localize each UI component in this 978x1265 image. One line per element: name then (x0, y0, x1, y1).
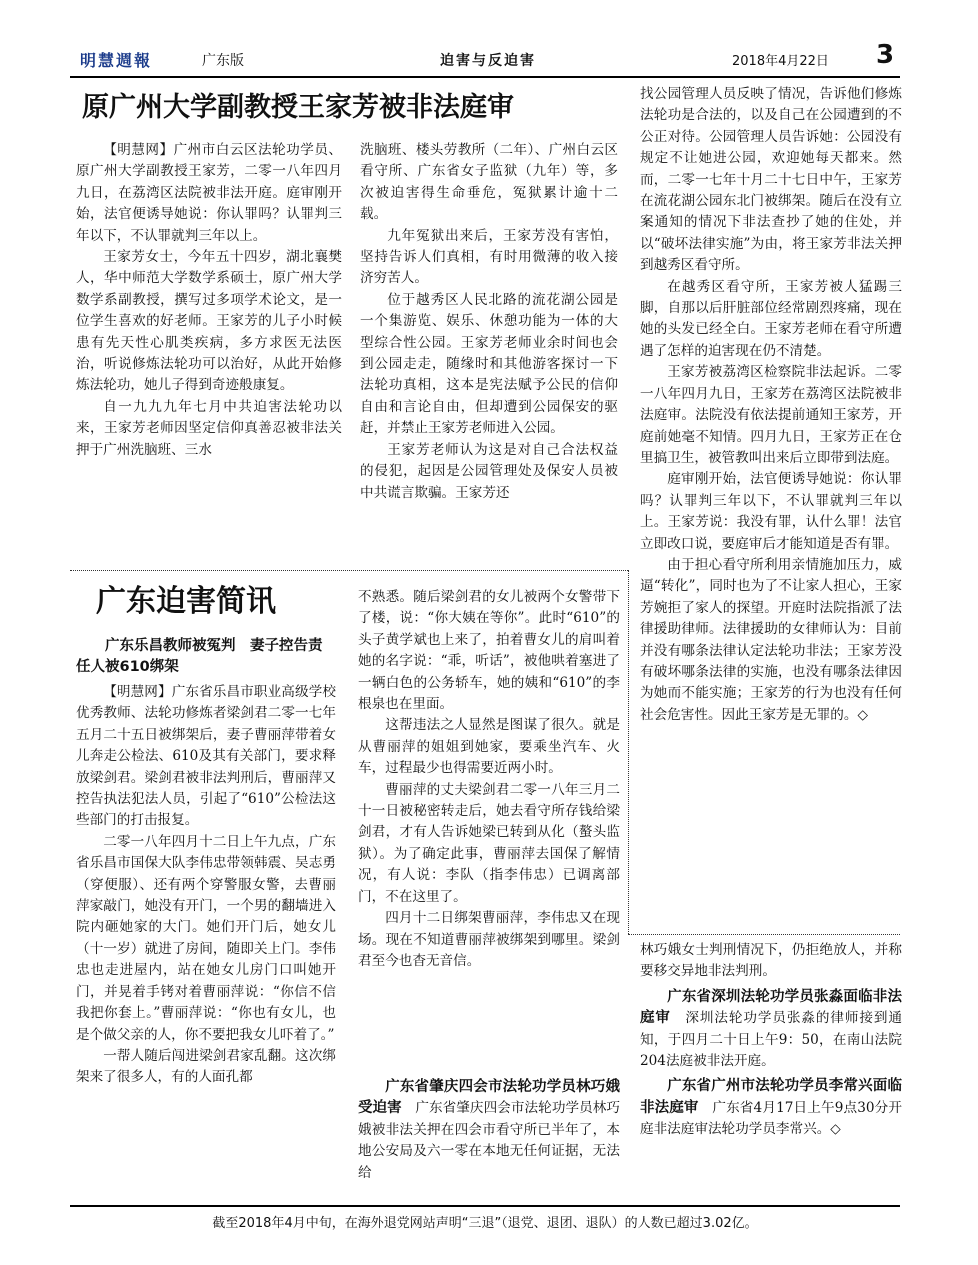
brief-text: 林巧娥女士判刑情况下，仍拒绝放人，并称要移交异地非法判刑。 (640, 942, 902, 980)
paragraph: 曹丽萍的丈夫梁剑君二零一八年三月二十一日被秘密转走后，她去看守所存钱给梁剑君，才有人告诉她梁已转到从化（螯头监狱）。为了确定此事，曹丽萍去国保了解情况，有人说：李队（指李伟忠）已调离部门，不在这里了。 (358, 781, 620, 905)
article-column-3 (640, 84, 902, 726)
paragraph: 王家芳女士，今年五十四岁，湖北襄樊人，华中师范大学数学系硕士，原广州大学数学系副教授，撰写过多项学术论文，是一位学生喜欢的好老师。王家芳的儿子小时候患有先天性心肌类疾病，多方求医无法医治，听说修炼法轮功可以治好，从此开始修炼法轮功，她儿子得到奇迹般康复。 (76, 249, 342, 394)
paragraph: 自一九九九年七月中共迫害法轮功以来，王家芳老师因坚定信仰真善忍被非法关押于广州洗脑班、三水 (76, 398, 342, 458)
paragraph: 洗脑班、楼头劳教所（二年）、广州白云区看守所、广东省女子监狱（九年）等，多次被迫害得生命垂危，冤狱累计逾十二载。 (360, 142, 618, 223)
paragraph: 【明慧网】广东省乐昌市职业高级学校优秀教师、法轮功修炼者梁剑君二零一七年五月二十五日被绑架后，妻子曹丽萍带着女儿奔走公检法、610及其有关部门，要求释放梁剑君。梁剑君被非法判刑后，曹丽萍又控告执法犯法人员，引起了“610”公检法这些部门的打击报复。 (76, 684, 336, 829)
footer-note: 截至2018年4月中旬，在海外退党网站声明“三退”（退党、退团、退队）的人数已超过3.02亿。 (212, 1216, 758, 1231)
paragraph: 不熟悉。随后梁剑君的女儿被两个女警带下了楼，说：“你大姨在等你”。此时“610”的头子黄学斌也上来了，拍着曹女儿的肩叫着她的名字说：“乖，听话”，被他哄着塞进了一辆白色的公务轿车，她的姨和“610”的李根泉也在里面。 (358, 589, 620, 713)
paragraph: 【明慧网】广州市白云区法轮功学员、原广州大学副教授王家芳，二零一八年四月九日，在荔湾区法院被非法开庭。庭审刚开始，法官便诱导她说：你认罪吗？认罪判三年以下，不认罪就判三年以上。 (76, 142, 342, 244)
briefs-title: 广东迫害简讯 (96, 584, 276, 619)
paragraph: 王家芳被荔湾区检察院非法起诉。二零一八年四月九日，王家芳在荔湾区法院被非法庭审。法院没有依法提前通知王家芳，开庭前她毫不知情。四月九日，王家芳正在仓里搞卫生，被管教叫出来后立即带到法庭。 (640, 364, 902, 466)
brief-headline: 广东省肇庆四会市法轮功学员林巧娥受迫害 (358, 1079, 620, 1117)
paragraph: 一帮人随后闯进梁剑君家乱翻。这次绑架来了很多人，有的人面孔都 (76, 1047, 336, 1086)
brief-headline: 广东乐昌教师被冤判 妻子控告责任人被610绑架 (76, 638, 323, 675)
brief-text: 深圳法轮功学员张淼的律师接到通知，于四月二十日上午9：50，在南山法院204法庭被非法开庭。 (640, 1010, 903, 1070)
paragraph: 位于越秀区人民北路的流花湖公园是一个集游览、娱乐、休憩功能为一体的大型综合性公园。王家芳老师业余时间也会到公园走走，随缘时和其他游客探讨一下法轮功真相，这本是宪法赋予公民的信仰自由和言论自由，但却遭到公园保安的驱赶，并禁止王家芳老师进入公园。 (360, 291, 618, 437)
brief-headline: 广东省广州市法轮功学员李常兴面临非法庭审 (640, 1078, 902, 1116)
edition-label: 广东版 (202, 53, 244, 69)
footer-rule (70, 1205, 900, 1207)
paragraph: 四月十二日绑架曹丽萍，李伟忠又在现场。现在不知道曹丽萍被绑架到哪里。梁剑君至今也杳无音信。 (358, 910, 620, 969)
paragraph: 二零一八年四月十二日上午九点，广东省乐昌市国保大队李伟忠带领韩震、吴志勇（穿便服）、还有两个穿警服女警，去曹丽萍家敲门，她没有开门，一个男的翻墙进入院内砸她家的大门。她们开门后，她女儿（十一岁）就进了房间，随即关上门。李伟忠也走进屋内，站在她女儿房门口叫她开门，并晃着手铐对着曹丽萍说：“你信不信我把你套上。”曹丽萍说：“你也有女儿，也是个做父亲的人，你不要把我女儿吓着了。” (76, 833, 336, 1043)
section-divider-horizontal (70, 570, 628, 571)
brief-headline: 广东省深圳法轮功学员张淼面临非法庭审 (640, 988, 902, 1027)
paragraph: 由于担心看守所利用亲情施加压力，威逼“转化”，同时也为了不让家人担心，王家芳婉拒了家人的探望。开庭时法院指派了法律援助律师。法律援助的女律师认为：目前并没有哪条法律认定法轮功非法；王家芳没有破坏哪条法律的实施，也没有哪条法律因为她而不能实施；王家芳的行为也没有任何社会危害性。因此王家芳是无罪的。◇ (640, 556, 902, 723)
article-column-1 (76, 140, 342, 461)
paragraph: 王家芳老师认为这是对自己合法权益的侵犯，起因是公园管理处及保安人员被中共谎言欺骗。王家芳还 (360, 441, 618, 501)
brief-right-column (640, 940, 902, 1141)
paragraph: 庭审刚开始，法官便诱导她说：你认罪吗？认罪判三年以下，不认罪就判三年以上。王家芳说：我没有罪，认什么罪！法官立即改口说，要庭审后才能知道是否有罪。 (640, 471, 902, 552)
paragraph: 在越秀区看守所，王家芳被人猛踢三脚，自那以后肝脏部位经常剧烈疼痛，现在她的头发已经全白。王家芳老师在看守所遭遇了怎样的迫害现在仍不清楚。 (640, 278, 902, 359)
newspaper-brand: 明慧週報 (80, 51, 153, 70)
brief-text: 广东省肇庆四会市法轮功学员林巧娥被非法关押在四会市看守所已半年了，本地公安局及六一零在本地无任何证据，无法给 (358, 1100, 621, 1181)
page-number: 3 (876, 40, 895, 70)
section-divider-right (628, 934, 900, 935)
brief-column-1 (76, 682, 336, 1089)
brief-text: 广东省4月17日上午9点30分开庭非法庭审法轮功学员李常兴。◇ (640, 1099, 903, 1138)
page-header (70, 40, 900, 76)
issue-date: 2018年4月22日 (732, 54, 829, 69)
paragraph: 九年冤狱出来后，王家芳没有害怕，坚持告诉人们真相，有时用微薄的收入接济穷苦人。 (360, 227, 618, 287)
brief-item-2 (358, 1077, 620, 1184)
section-name: 迫害与反迫害 (440, 53, 536, 69)
article-title: 原广州大学副教授王家芳被非法庭审 (82, 92, 514, 123)
paragraph: 这帮违法之人显然是图谋了很久。就是从曹丽萍的姐姐到她家，要乘坐汽车、火车，过程最少也得需要近两小时。 (358, 717, 620, 777)
brief-column-2 (358, 587, 620, 972)
paragraph: 找公园管理人员反映了情况，告诉他们修炼法轮功是合法的，以及自己在公园遭到的不公正对待。公园管理人员告诉她：公园没有规定不让她进公园，欢迎她每天都来。然而，二零一七年十月二十七日中午，王家芳在流花湖公园东北门被绑架。随后在没有立案通知的情况下非法查抄了她的住处，并以“破坏法律实施”为由，将王家芳非法关押到越秀区看守所。 (640, 86, 902, 274)
section-divider-vertical (628, 570, 629, 934)
header-rule (70, 76, 900, 78)
article-column-2 (360, 140, 618, 504)
